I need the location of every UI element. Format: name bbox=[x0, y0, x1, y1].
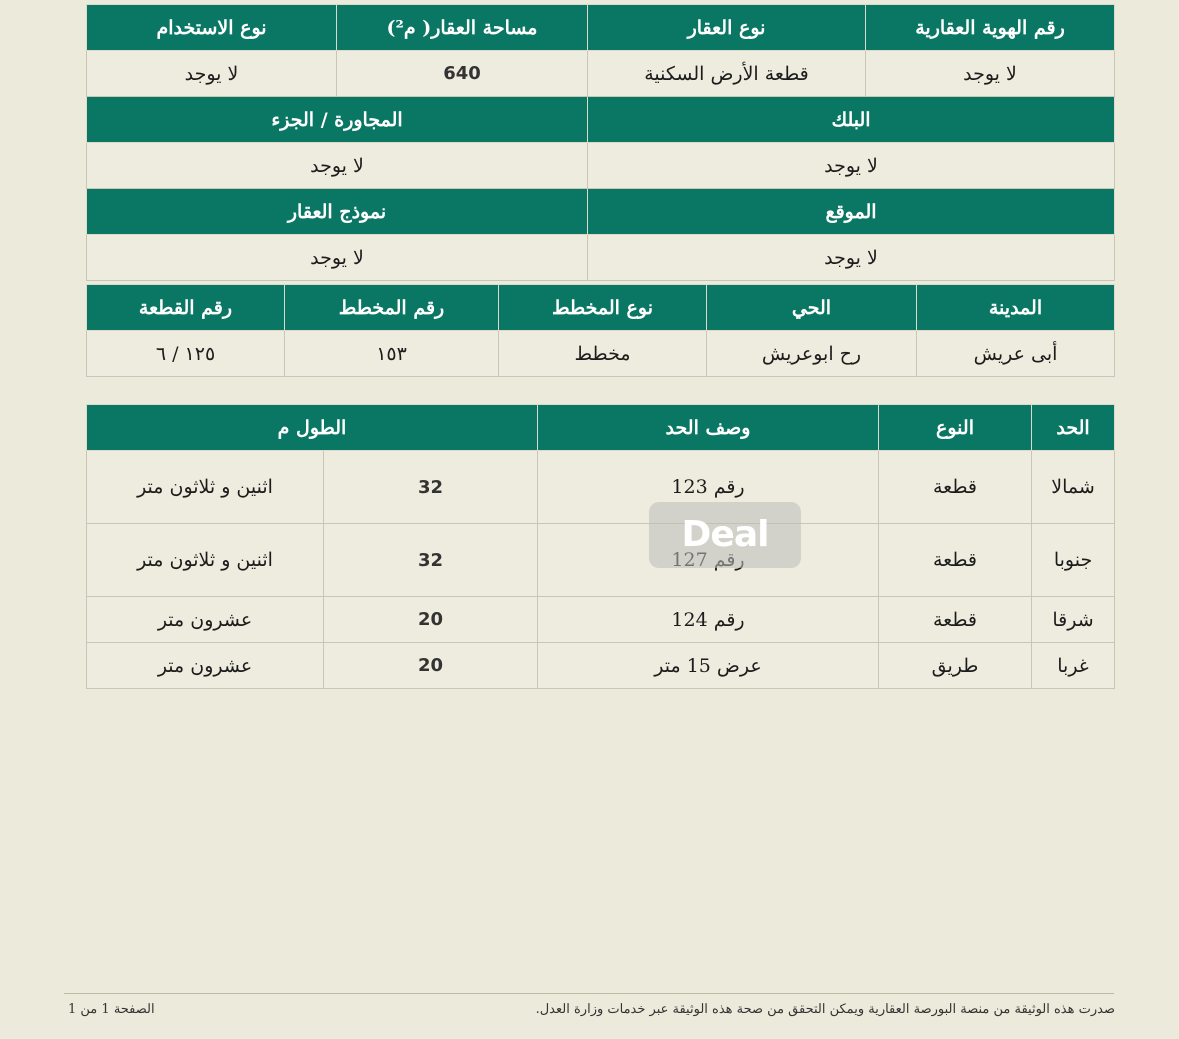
boundary-description: عرض 15 متر bbox=[538, 643, 879, 689]
plan-info-table bbox=[86, 284, 1115, 377]
property-info-table bbox=[86, 4, 1115, 281]
value-city: أبى عريش bbox=[917, 331, 1115, 377]
table-row bbox=[87, 597, 1115, 643]
footer-note: صدرت هذه الوثيقة من منصة البورصة العقارية ويمكن التحقق من صحة هذه الوثيقة عبر خدمات وزارة العدل. bbox=[535, 1002, 1115, 1017]
boundary-length: 20 bbox=[324, 643, 538, 689]
header-property-type: نوع العقار bbox=[588, 5, 866, 51]
value-property-type: قطعة الأرض السكنية bbox=[588, 51, 866, 97]
header-property-id: رقم الهوية العقارية bbox=[866, 5, 1115, 51]
table-row bbox=[87, 451, 1115, 524]
header-city: المدينة bbox=[917, 285, 1115, 331]
value-location: لا يوجد bbox=[588, 235, 1115, 281]
boundary-kind: قطعة bbox=[879, 524, 1032, 597]
header-location: الموقع bbox=[588, 189, 1115, 235]
header-property-area: مساحة العقار( م²) bbox=[337, 5, 588, 51]
boundaries-table bbox=[86, 404, 1115, 689]
header-district: الحي bbox=[707, 285, 917, 331]
page-number: الصفحة 1 من 1 bbox=[68, 1002, 155, 1017]
boundary-side: شمالا bbox=[1032, 451, 1115, 524]
header-boundary-description: وصف الحد bbox=[538, 405, 879, 451]
value-property-area: 640 bbox=[337, 51, 588, 97]
header-boundary-side: الحد bbox=[1032, 405, 1115, 451]
boundary-side: غربا bbox=[1032, 643, 1115, 689]
boundary-side: جنوبا bbox=[1032, 524, 1115, 597]
boundary-length-text: عشرون متر bbox=[87, 597, 324, 643]
header-adjacency: المجاورة / الجزء bbox=[87, 97, 588, 143]
deal-watermark-logo: Deal bbox=[649, 502, 801, 568]
header-boundary-kind: النوع bbox=[879, 405, 1032, 451]
header-parcel-number: رقم القطعة bbox=[87, 285, 285, 331]
header-plan-type: نوع المخطط bbox=[499, 285, 707, 331]
boundary-length-text: اثنين و ثلاثون متر bbox=[87, 451, 324, 524]
boundary-length-text: اثنين و ثلاثون متر bbox=[87, 524, 324, 597]
value-usage-type: لا يوجد bbox=[87, 51, 337, 97]
boundary-kind: قطعة bbox=[879, 597, 1032, 643]
boundary-description: رقم 124 bbox=[538, 597, 879, 643]
value-property-id: لا يوجد bbox=[866, 51, 1115, 97]
footer-divider bbox=[64, 993, 1114, 994]
boundary-kind: طريق bbox=[879, 643, 1032, 689]
boundary-length: 20 bbox=[324, 597, 538, 643]
value-district: رح ابوعريش bbox=[707, 331, 917, 377]
value-adjacency: لا يوجد bbox=[87, 143, 588, 189]
header-usage-type: نوع الاستخدام bbox=[87, 5, 337, 51]
boundary-length: 32 bbox=[324, 451, 538, 524]
value-plan-type: مخطط bbox=[499, 331, 707, 377]
boundary-kind: قطعة bbox=[879, 451, 1032, 524]
table-row bbox=[87, 643, 1115, 689]
header-block: البلك bbox=[588, 97, 1115, 143]
table-row bbox=[87, 524, 1115, 597]
boundary-side: شرقا bbox=[1032, 597, 1115, 643]
boundary-length: 32 bbox=[324, 524, 538, 597]
value-parcel-number: ١٢٥ / ٦ bbox=[87, 331, 285, 377]
header-boundary-length: الطول م bbox=[87, 405, 538, 451]
value-plan-number: ١٥٣ bbox=[285, 331, 499, 377]
boundary-length-text: عشرون متر bbox=[87, 643, 324, 689]
boundary-description: رقم 123 bbox=[538, 451, 879, 524]
value-property-model: لا يوجد bbox=[87, 235, 588, 281]
header-plan-number: رقم المخطط bbox=[285, 285, 499, 331]
value-block: لا يوجد bbox=[588, 143, 1115, 189]
header-property-model: نموذج العقار bbox=[87, 189, 588, 235]
